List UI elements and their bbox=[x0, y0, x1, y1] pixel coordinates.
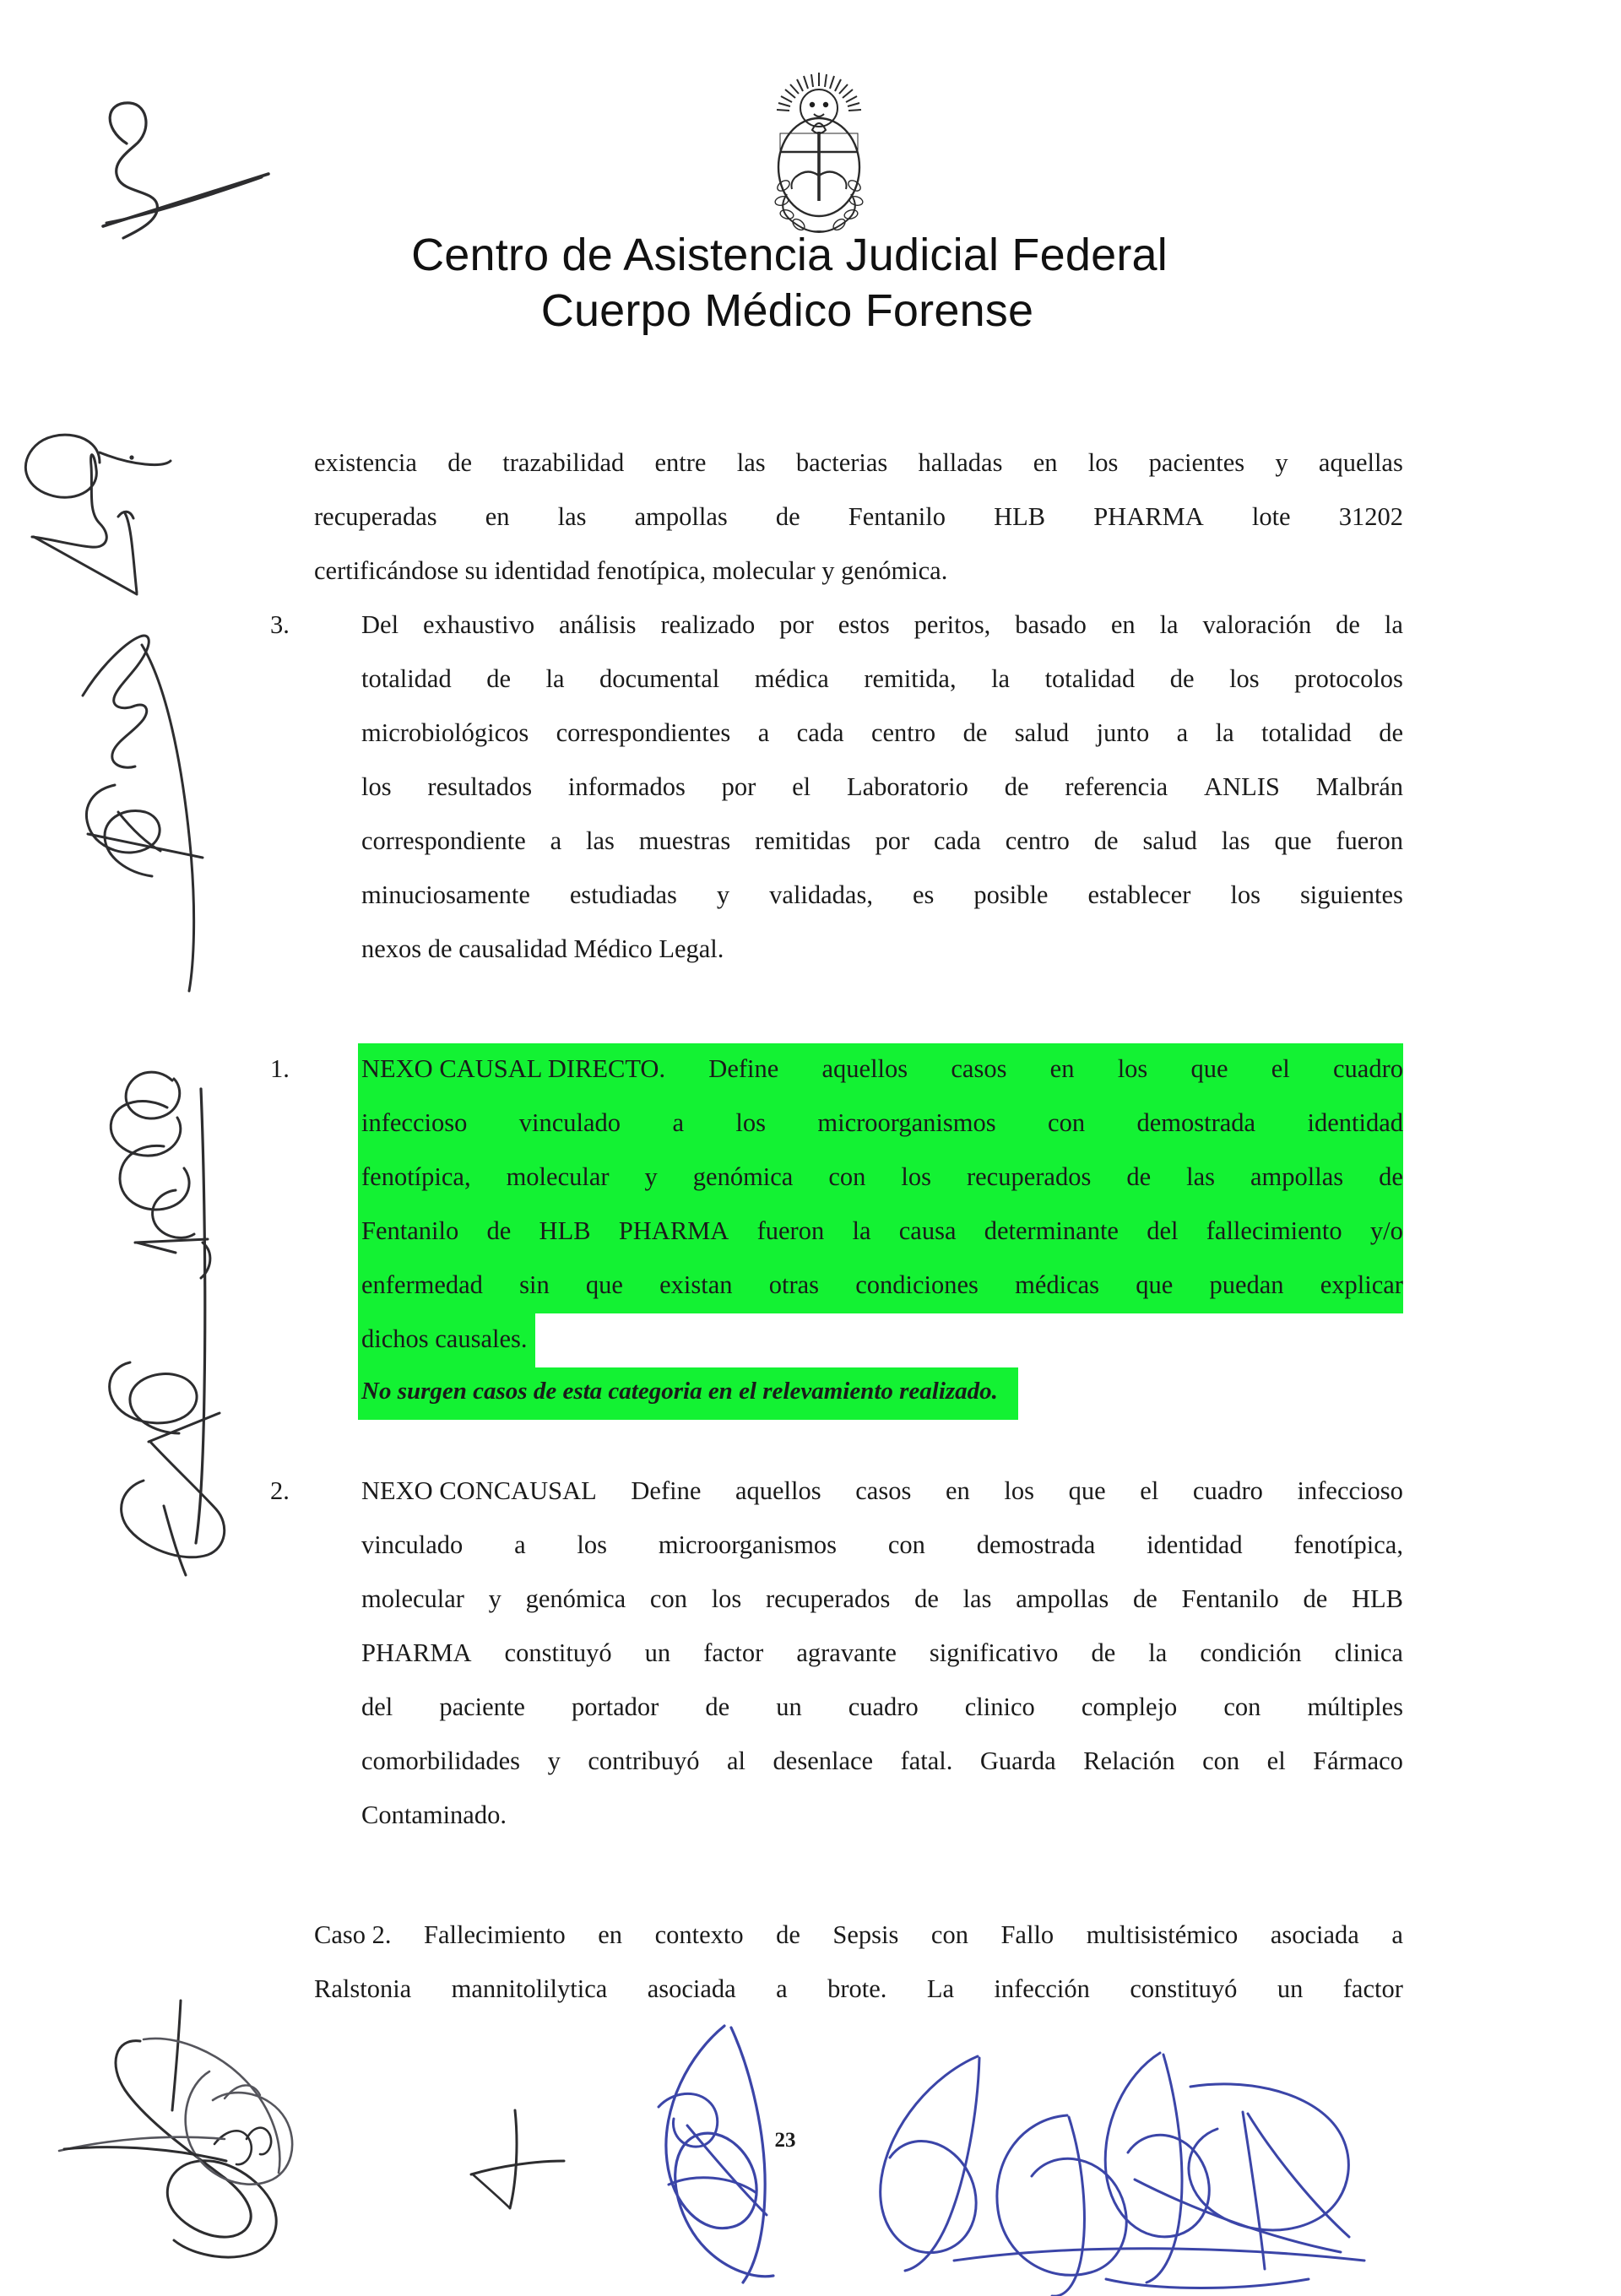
text-line: enfermedad sin que existan otras condiciones médicas que puedan explicar bbox=[361, 1270, 1403, 1299]
document-body bbox=[270, 436, 1403, 2016]
text-line: existencia de trazabilidad entre las bacterias halladas en los pacientes y aquellas bbox=[314, 448, 1403, 477]
text-line: totalidad de la documental médica remitida, la totalidad de los protocolos bbox=[361, 664, 1403, 693]
text-line: Contaminado. bbox=[361, 1801, 507, 1829]
numbered-item-3 bbox=[270, 598, 1403, 976]
spacer bbox=[314, 976, 1403, 1042]
numbered-item-1-highlighted bbox=[270, 1042, 1403, 1416]
signature-margin-mid bbox=[68, 625, 287, 996]
text-line: del paciente portador de un cuadro clinico complejo con múltiples bbox=[361, 1692, 1403, 1721]
text-line: Caso 2. Fallecimiento en contexto de Sepsis con Fallo multisistémico asociada a bbox=[314, 1908, 1403, 1962]
text-line: Ralstonia mannitolilytica asociada a brote. La infección constituyó un factor bbox=[314, 1974, 1403, 2003]
signature-bottom-cross bbox=[466, 2102, 584, 2220]
signature-bottom-blue-right bbox=[853, 2034, 1494, 2296]
header-title-line-1: Centro de Asistencia Judicial Federal bbox=[411, 230, 1168, 280]
text-line: NEXO CAUSAL DIRECTO. Define aquellos casos en los que el cuadro bbox=[361, 1042, 1403, 1096]
text-line: certificándose su identidad fenotípica, molecular y genómica. bbox=[314, 556, 948, 585]
text-line: microbiológicos correspondientes a cada centro de salud junto a la totalidad de bbox=[361, 718, 1403, 747]
text-line: NEXO CONCAUSAL Define aquellos casos en los que el cuadro infeccioso bbox=[361, 1464, 1403, 1518]
list-marker: 2. bbox=[270, 1476, 290, 1505]
text-line: Fentanilo de HLB PHARMA fueron la causa determinante del fallecimiento y/o bbox=[361, 1216, 1403, 1245]
signature-bottom-blue-left bbox=[625, 2019, 878, 2289]
page-number: 23 bbox=[774, 2129, 796, 2152]
signature-margin-upper bbox=[19, 414, 272, 633]
document-header bbox=[0, 228, 1621, 339]
numbered-item-3-text bbox=[361, 598, 1403, 976]
text-line: molecular y genómica con los recuperados de las ampollas de Fentanilo de HLB bbox=[361, 1584, 1403, 1613]
numbered-item-2 bbox=[270, 1464, 1403, 1842]
text-line: los resultados informados por el Laboratorio de referencia ANLIS Malbrán bbox=[361, 772, 1403, 801]
text-line: nexos de causalidad Médico Legal. bbox=[361, 934, 724, 963]
text-line: dichos causales. bbox=[361, 1324, 528, 1353]
list-marker: 1. bbox=[270, 1054, 290, 1083]
highlight-note-italic: No surgen casos de esta categoria en el relevamiento realizado. bbox=[361, 1378, 998, 1405]
text-line: comorbilidades y contribuyó al desenlace fatal. Guarda Relación con el Fármaco bbox=[361, 1746, 1403, 1775]
nexo-causal-directo-heading: NEXO CAUSAL DIRECTO. bbox=[361, 1054, 666, 1083]
text-line: vinculado a los microorganismos con demostrada identidad fenotípica, bbox=[361, 1530, 1403, 1559]
spacer bbox=[314, 1842, 1403, 1908]
list-marker: 3. bbox=[270, 610, 290, 639]
text-line: minuciosamente estudiadas y validadas, es posible establecer los siguientes bbox=[361, 880, 1403, 909]
caso-2-label: Caso 2. bbox=[314, 1920, 392, 1949]
spacer bbox=[314, 1416, 1403, 1464]
argentina-coat-of-arms-icon bbox=[743, 68, 895, 236]
paragraph-continued bbox=[314, 436, 1403, 598]
text-line: recuperadas en las ampollas de Fentanilo HLB PHARMA lote 31202 bbox=[314, 502, 1403, 531]
text-line: correspondiente a las muestras remitidas por cada centro de salud las que fueron bbox=[361, 826, 1403, 855]
nexo-concausal-heading: NEXO CONCAUSAL bbox=[361, 1476, 597, 1505]
numbered-item-1-text bbox=[361, 1042, 1403, 1416]
text-line: fenotípica, molecular y genómica con los recuperados de las ampollas de bbox=[361, 1162, 1403, 1191]
text-line: PHARMA constituyó un factor agravante significativo de la condición clinica bbox=[361, 1638, 1403, 1667]
text-line: Del exhaustivo análisis realizado por estos peritos, basado en la valoración de la bbox=[361, 610, 1403, 639]
numbered-item-2-text bbox=[361, 1464, 1403, 1842]
text-line: infeccioso vinculado a los microorganismos con demostrada identidad bbox=[361, 1108, 1403, 1137]
signature-margin-top bbox=[93, 93, 287, 262]
caso-2-paragraph bbox=[314, 1908, 1403, 2016]
header-title-line-2: Cuerpo Médico Forense bbox=[540, 284, 1034, 336]
